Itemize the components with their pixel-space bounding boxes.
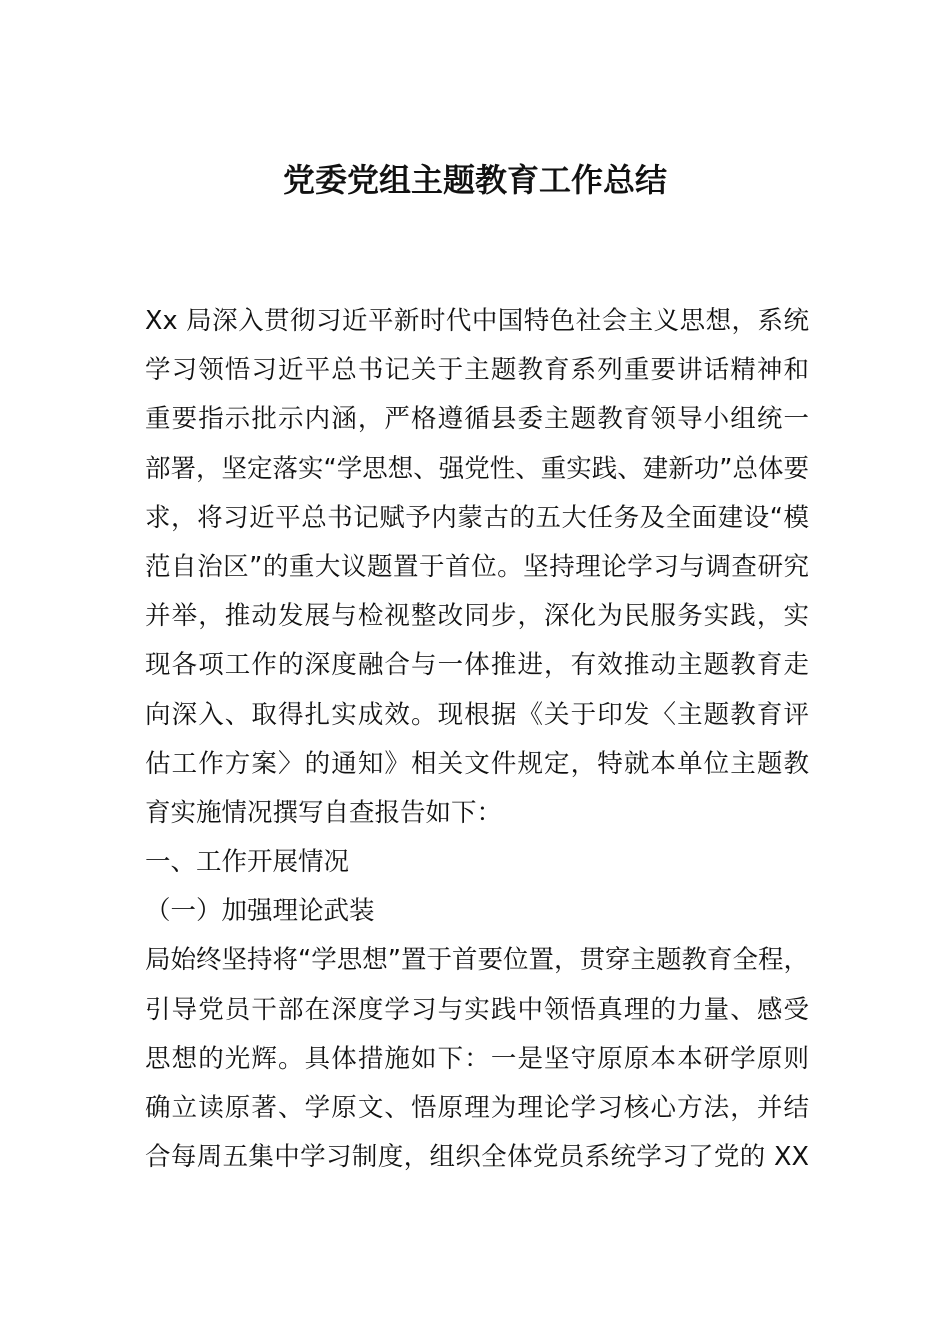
body-line: 合每周五集中学习制度，组织全体党员系统学习了党的 XX [145,1142,809,1173]
body-line: 并举，推动发展与检视整改同步，深化为民服务实践，实 [145,601,809,632]
body-line: Xx 局深入贯彻习近平新时代中国特色社会主义思想，系统 [145,306,809,336]
body-line: 求，将习近平总书记赋予内蒙古的五大任务及全面建设“模 [145,502,809,533]
body-line: 局始终坚持将“学思想”置于首要位置，贯穿主题教育全程， [145,945,809,976]
document-title: 党委党组主题教育工作总结 [282,161,667,199]
body-line: 部署，坚定落实“学思想、强党性、重实践、建新功”总体要 [145,453,809,484]
body-line: 思想的光辉。具体措施如下：一是坚守原原本本研学原则 [145,1043,809,1074]
body-line: 重要指示批示内涵，严格遵循县委主题教育领导小组统一 [145,404,809,435]
body-line: 向深入、取得扎实成效。现根据《关于印发〈主题教育评 [145,699,809,730]
body-line: 现各项工作的深度融合与一体推进，有效推动主题教育走 [145,650,809,681]
body-line: 估工作方案〉的通知》相关文件规定，特就本单位主题教 [145,748,809,779]
body-line: 学习领悟习近平总书记关于主题教育系列重要讲话精神和 [145,355,809,386]
body-line: 范自治区”的重大议题置于首位。坚持理论学习与调查研究 [145,551,809,582]
document-body [145,297,809,1182]
body-line: 确立读原著、学原文、悟原理为理论学习核心方法，并结 [145,1093,809,1123]
section-heading: 一、工作开展情况 [145,847,350,878]
subsection-heading: （一）加强理论武装 [145,896,375,927]
body-line: 引导党员干部在深度学习与实践中领悟真理的力量、感受 [145,994,809,1025]
body-line: 育实施情况撰写自查报告如下： [145,797,503,828]
